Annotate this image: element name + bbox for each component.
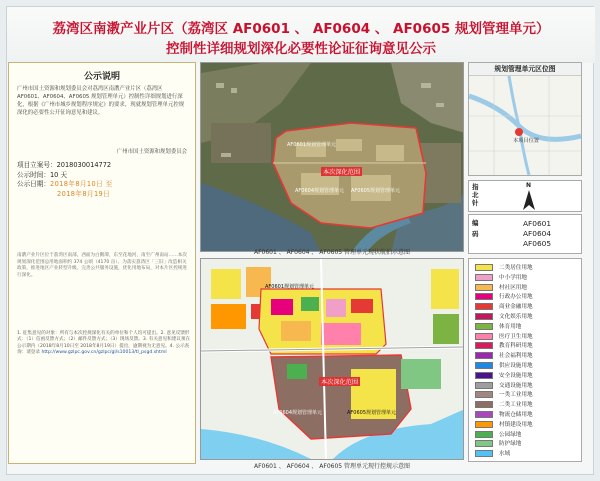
legend-item [475,284,579,292]
legend-label: 水域 [499,451,511,458]
date-row-2 [17,190,193,200]
legend-label: 社会福利用地 [499,353,533,360]
date-row [17,180,193,190]
legend-item [475,342,579,350]
legend-swatch [475,352,493,359]
notice-heading: 公示说明 [83,72,120,82]
legend-label: 二类工业用地 [499,402,533,409]
unit-code-label: 编码 [472,219,479,238]
legend-swatch [475,382,493,389]
legend-item [475,352,579,360]
notice-signature: 广州市国土资源和规划委员会 [116,149,187,155]
legend-label: 村社区用地 [499,284,527,291]
unit-code-list [495,219,579,249]
project-number-label: 项目立案号： [17,161,57,169]
legend-swatch [475,372,493,379]
legend-swatch [475,323,493,330]
aerial-unit-label-1: AF0601规划管理单元 [287,142,337,148]
legend-label: 供应设施用地 [499,363,533,369]
legend-label: 体育用地 [499,323,522,330]
legend-label: 中小学用地 [499,274,527,281]
title-bar [7,7,595,63]
legend-swatch [475,450,493,457]
project-number: 2018030014772 [56,161,112,169]
notice-steps-text: 1. 征集意见的对象：所有与本次控规深化有关的单位和个人均可提出。2. 意见反馈形式：（1）信函反馈方式；（2）邮件反馈方式；（3）现场反馈。3. 有关意见和建议须在公示期内（2018年8月10日至 2018年8月19日）提出，逾期视为无意见。4. 公示查询：请登录 [17,331,191,356]
plan-caption: AF0601 、 AF0604 、 AF0605 管理单元现行控规示意图 [253,463,410,470]
plan-scope-label: 本次深化范围 [321,379,359,386]
unit-code: AF0601 [522,219,552,228]
plan-unit-label-3: AF0605规划管理单元 [347,410,397,416]
legend-label: 行政办公用地 [499,294,533,301]
unit-code: AF0604 [522,229,552,238]
notice-panel [8,62,196,464]
legend-label: 物流仓储用地 [499,412,533,418]
page-title: 荔湾区南漖产业片区（荔湾区 AF0601 、 AF0604 、 AF0605 规划管理单元） [52,21,550,37]
legend-item [475,431,579,439]
legend-item [475,391,579,399]
unit-code-box [468,214,582,254]
legend-item [475,333,579,341]
date-label: 公示日期： [17,180,50,189]
legend-swatch [475,264,493,271]
period-row [17,171,193,181]
plan-map [200,258,464,460]
notice-url-link[interactable]: http://www.gzlpc.gov.cn/gzlpc/gl/s10013/tl_psgd.shtml [41,350,167,356]
aerial-scope-label: 本次深化范围 [323,169,361,176]
period-label: 公示时间： [17,170,50,179]
legend-item [475,440,579,448]
legend-item [475,362,579,370]
legend-item [475,264,579,272]
plan-map-image [201,259,464,460]
notice-meta [17,161,193,199]
legend-label: 商业金融用地 [499,304,533,311]
legend-item [475,401,579,409]
legend-swatch [475,303,493,310]
legend-label: 教育科研用地 [499,343,533,350]
legend-swatch [475,333,493,340]
legend-label: 二类居住用地 [499,265,533,271]
legend-swatch [475,391,493,398]
legend-label: 村镇建设用地 [499,421,533,428]
aerial-caption: AF0601 、 AF0604 、 AF0605 管理单元现状航拍示意图 [253,249,410,256]
legend-label: 医疗卫生用地 [499,333,533,340]
legend-item [475,323,579,331]
project-number-row [17,161,193,171]
legend-swatch [475,411,493,418]
location-map-image [469,76,581,175]
notice-steps [17,331,193,357]
aerial-unit-label-2: AF0604规划管理单元 [295,188,345,194]
legend-label: 文化娱乐用地 [499,314,533,320]
legend-item [475,421,579,429]
legend-swatch [475,362,493,369]
location-map-title: 规划管理单元区位图 [469,63,581,76]
notice-intro: 广州市国土资源和规划委员会对荔湾区南漖产业片区（荔湾区 AF0601、AF0604、AF0605 规划管理单元）控制性详细规划进行深化，根据《广州市城乡规划程序规定》的要求，现就规划管理单元控规深化的必要性公开征询意见和建议。 [17,86,185,116]
legend-swatch [475,274,493,281]
aerial-map-image [201,63,464,252]
date-from: 2018年8月10日 至 [49,180,113,189]
location-map [468,62,582,176]
legend-swatch [475,342,493,349]
legend-item [475,450,579,458]
legend-swatch [475,421,493,428]
legend-item [475,313,579,321]
legend-swatch [475,431,493,438]
legend-item [475,303,579,311]
north-arrow-label: 指北针 [472,183,479,207]
legend-label: 一类工业用地 [499,392,533,399]
legend-swatch [475,401,493,408]
notice-body: 南漖产业片区位于荔湾区南部，西面为白鹅潭，东至花地河，南至广州南站……本次规划深化范围总用地面积约 374 公顷（4170 亩）。为落实荔湾区「三旧」改造相关政策，推进地区产业转型升级，完善公共服务设施，优化用地布局，对本片区控规进行深化。 [17,253,187,278]
land-use-legend [468,258,582,462]
legend-swatch [475,293,493,300]
legend-item [475,293,579,301]
plan-unit-label-2: AF0604规划管理单元 [273,410,323,416]
legend-item [475,372,579,380]
page-subtitle: 控制性详细规划深化必要性论证征询意见公示 [166,41,436,57]
legend-item [475,382,579,390]
legend-label: 交通设施用地 [499,382,533,389]
period-value: 10 天 [49,170,68,179]
legend-item [475,411,579,419]
plan-unit-label-1: AF0601规划管理单元 [265,284,315,290]
date-to: 2018年8月19日 [57,189,111,198]
legend-label: 防护绿地 [499,441,522,448]
legend-swatch [475,313,493,320]
aerial-unit-label-3: AF0605规划管理单元 [351,188,401,194]
north-letter: N [526,182,532,189]
legend-label: 公园绿地 [499,431,522,438]
north-arrow-icon [522,190,536,210]
legend-swatch [475,440,493,447]
location-marker-label: 本项目位置 [513,138,539,144]
legend-label: 安全设施用地 [499,372,533,379]
north-arrow-box [468,180,582,212]
aerial-map [200,62,464,252]
legend-item [475,274,579,282]
legend-swatch [475,284,493,291]
unit-code: AF0605 [522,239,552,248]
